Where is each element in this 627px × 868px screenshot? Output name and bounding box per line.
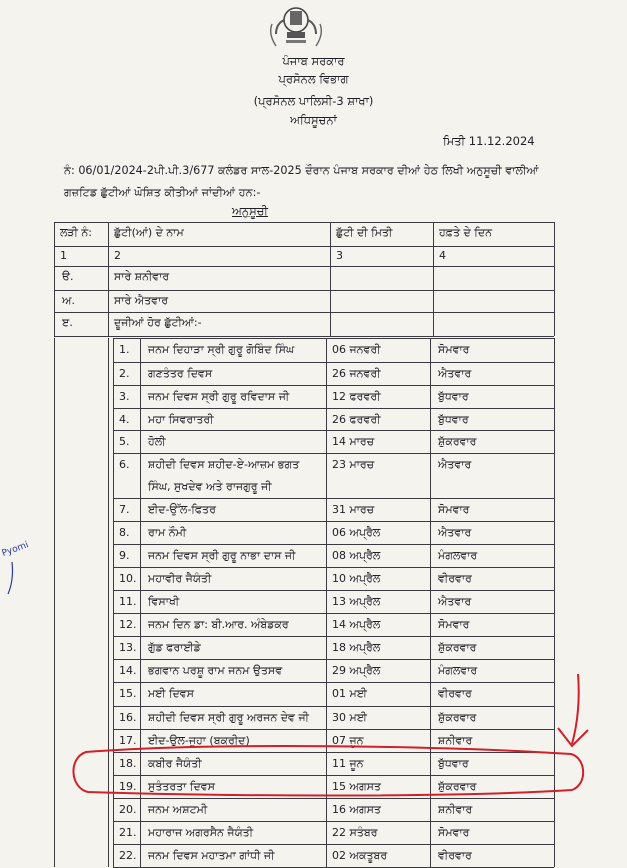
holiday-weekday: ਬੁੱਧਵਾਰ [438, 390, 469, 403]
holiday-serial: 10. [119, 572, 137, 585]
holiday-serial: 9. [119, 549, 130, 562]
holiday-name: ਈਦ-ਉੱਲ-ਫਿਤਰ [148, 503, 216, 516]
table-column-rule [330, 266, 331, 336]
holiday-name: ਰਾਮ ਨੌਮੀ [148, 526, 187, 539]
holiday-date: 14 ਅਪ੍ਰੈਲ [332, 618, 381, 631]
holiday-weekday: ਸੋਮਵਾਰ [438, 343, 470, 356]
holiday-weekday: ਮੰਗਲਵਾਰ [438, 549, 478, 562]
holiday-row-rule [113, 453, 554, 454]
holiday-date: 11 ਜੂਨ [332, 757, 364, 770]
holiday-name: ਮਈ ਦਿਵਸ [148, 687, 194, 700]
section-key: ਅ. [62, 294, 75, 307]
branch-name: (ਪ੍ਰਸੋਨਲ ਪਾਲਿਸੀ-3 ਸ਼ਾਖਾ) [253, 94, 374, 108]
red-arrow-icon [548, 670, 608, 750]
holiday-name: ਜਨਮ ਦਿਹਾੜਾ ਸ੍ਰੀ ਗੁਰੂ ਗੋਬਿੰਦ ਸਿੰਘ [148, 343, 295, 356]
handwritten-annotation [0, 520, 60, 600]
notification-date: ਮਿਤੀ 11.12.2024 [443, 134, 535, 148]
holiday-name: ਜਨਮ ਅਸ਼ਟਮੀ [148, 803, 208, 816]
holiday-weekday: ਬੁੱਧਵਾਰ [438, 413, 469, 426]
holiday-row-rule [113, 659, 554, 660]
holiday-weekday: ਸ਼ਨੀਵਾਰ [438, 803, 473, 816]
holiday-serial: 18. [119, 757, 137, 770]
section-label: ਦੂਜੀਆਂ ਹੋਰ ਛੁੱਟੀਆਂ:- [114, 316, 202, 329]
table-column-rule [54, 222, 55, 266]
table-number-cell: 2 [114, 249, 121, 262]
section-key: ੳ. [62, 270, 74, 283]
holiday-name: ਹੋਲੀ [148, 435, 166, 448]
holiday-date: 02 ਅਕਤੂਬਰ [332, 849, 388, 862]
holiday-weekday: ਐਤਵਾਰ [438, 595, 472, 608]
table-number-cell: 3 [336, 249, 343, 262]
table-top-rule [54, 222, 554, 223]
holiday-row-rule [113, 590, 554, 591]
holiday-serial: 7. [119, 503, 130, 516]
holiday-row-rule [113, 362, 554, 363]
holiday-name: ਜਨਮ ਦਿਨ ਡਾ: ਬੀ.ਆਰ. ਅੰਬੇਡਕਰ [148, 618, 289, 631]
holiday-weekday: ਐਤਵਾਰ [438, 458, 472, 471]
holiday-row-rule [113, 567, 554, 568]
holiday-name: ਜਨਮ ਦਿਵਸ ਸ੍ਰੀ ਗੁਰੂ ਰਵਿਦਾਸ ਜੀ [148, 390, 290, 403]
holiday-row-rule [113, 706, 554, 707]
holiday-row-rule [113, 521, 554, 522]
table-row-rule [54, 312, 554, 313]
holiday-serial: 2. [119, 367, 130, 380]
table-header-cell: ਛੁੱਟੀ(ਆਂ) ਦੇ ਨਾਮ [114, 226, 184, 239]
holiday-date: 10 ਅਪ੍ਰੈਲ [332, 572, 381, 585]
table-number-cell: 4 [439, 249, 446, 262]
holiday-serial: 6. [119, 458, 130, 471]
table-row-rule [54, 246, 554, 247]
holiday-name: ਜਨਮ ਦਿਵਸ ਸ੍ਰੀ ਗੁਰੂ ਨਾਭਾ ਦਾਸ ਜੀ [148, 549, 296, 562]
holiday-weekday: ਐਤਵਾਰ [438, 526, 472, 539]
holiday-weekday: ਸ਼ੁੱਕਰਵਾਰ [438, 780, 477, 793]
holiday-row-rule [113, 844, 554, 845]
section-label: ਸਾਰੇ ਐਤਵਾਰ [114, 294, 169, 307]
holiday-date: 13 ਅਪ੍ਰੈਲ [332, 595, 381, 608]
table-row-rule [54, 290, 554, 291]
table-column-rule [554, 266, 555, 336]
holiday-weekday: ਸੋਮਵਾਰ [438, 618, 470, 631]
holiday-weekday: ਐਤਵਾਰ [438, 367, 472, 380]
holiday-serial: 8. [119, 526, 130, 539]
table-column-rule [433, 266, 434, 336]
holiday-serial: 13. [119, 641, 137, 654]
department-name: ਪ੍ਰਸੋਨਲ ਵਿਭਾਗ [278, 72, 349, 86]
holiday-name: ਗਣਤੰਤਰ ਦਿਵਸ [148, 367, 213, 380]
holiday-date: 14 ਮਾਰਚ [332, 435, 375, 448]
holiday-name: ਭਗਵਾਨ ਪਰਸ਼ੂ ਰਾਮ ਜਨਮ ਉਤਸਵ [148, 664, 283, 677]
holiday-row-rule [113, 430, 554, 431]
holiday-date: 07 ਜੂਨ [332, 734, 364, 747]
holiday-serial: 17. [119, 734, 137, 747]
notification-title: ਅਧਿਸੂਚਨਾਂ [290, 113, 337, 127]
holiday-weekday: ਸ਼ੁੱਕਰਵਾਰ [438, 711, 477, 724]
holiday-date: 29 ਅਪ੍ਰੈਲ [332, 664, 381, 677]
holiday-serial: 22. [119, 849, 137, 862]
holiday-serial: 14. [119, 664, 137, 677]
holiday-date: 23 ਮਾਰਚ [332, 458, 375, 471]
holiday-serial: 15. [119, 687, 137, 700]
holiday-weekday: ਸੋਮਵਾਰ [438, 503, 470, 516]
holiday-date: 22 ਸਤੰਬਰ [332, 826, 378, 839]
holiday-serial: 4. [119, 413, 130, 426]
table-column-rule [108, 266, 109, 336]
table-number-cell: 1 [60, 249, 67, 262]
holiday-weekday: ਵੀਰਵਾਰ [438, 849, 472, 862]
table-header-cell: ਛੁੱਟੀ ਦੀ ਮਿਤੀ [336, 226, 393, 239]
holiday-serial: 11. [119, 595, 137, 608]
holiday-date: 12 ਫਰਵਰੀ [332, 390, 381, 403]
holiday-serial: 19. [119, 780, 137, 793]
holiday-row-rule [113, 729, 554, 730]
holiday-row-rule [113, 544, 554, 545]
holiday-name: ਸ਼ਹੀਦੀ ਦਿਵਸ ਸ੍ਰੀ ਗੁਰੂ ਅਰਜਨ ਦੇਵ ਜੀ [148, 711, 309, 724]
holiday-date: 16 ਅਗਸਤ [332, 803, 381, 816]
holiday-name: ਮਹਾ ਸਿਵਰਾਤਰੀ [148, 413, 214, 426]
holiday-serial: 16. [119, 711, 137, 724]
holiday-date: 06 ਜਨਵਰੀ [332, 343, 381, 356]
table-header-cell: ਲੜੀ ਨੰ: [60, 226, 93, 239]
holiday-name: ਜਨਮ ਦਿਵਸ ਮਹਾਤਮਾ ਗਾਂਧੀ ਜੀ [148, 849, 275, 862]
table-row-rule [54, 336, 554, 337]
holiday-name: ਮਹਾਰਾਜ ਅਗਰਸੈਨ ਜੈਯੰਤੀ [148, 826, 254, 839]
holiday-row-rule [113, 636, 554, 637]
holiday-row-rule [113, 498, 554, 499]
table-column-rule [54, 338, 55, 867]
reference-line-1: ਨੰ: 06/01/2024-2ਪੀ.ਪੀ.3/677 ਕਲੰਡਰ ਸਾਲ-2025 ਦੌਰਾਨ ਪੰਜਾਬ ਸਰਕਾਰ ਦੀਆਂ ਹੇਠ ਲਿਖੀ ਅਨੁਸੂਚੀ ਵਾਲੀਆਂ [64, 164, 539, 177]
section-key: ੲ. [62, 316, 73, 329]
holiday-date: 01 ਮਈ [332, 687, 367, 700]
highlight-circle [66, 746, 588, 796]
holiday-serial: 1. [119, 343, 130, 356]
table-column-rule [330, 222, 331, 266]
holiday-date: 26 ਜਨਵਰੀ [332, 367, 381, 380]
holiday-date: 18 ਅਪ੍ਰੈਲ [332, 641, 381, 654]
holiday-name: ਕਬੀਰ ਜੈਯੰਤੀ [148, 757, 202, 770]
holiday-weekday: ਵੀਰਵਾਰ [438, 572, 472, 585]
holiday-serial: 20. [119, 803, 137, 816]
holiday-serial: 5. [119, 435, 130, 448]
holiday-weekday: ਸ਼ੁੱਕਰਵਾਰ [438, 435, 477, 448]
holiday-date: 31 ਮਾਰਚ [332, 503, 375, 516]
schedule-title: ਅਨੁਸੂਚੀ [232, 204, 268, 218]
holiday-date: 15 ਅਗਸਤ [332, 780, 381, 793]
table-header-cell: ਹਫ਼ਤੇ ਦੇ ਦਿਨ [439, 226, 492, 239]
holiday-name-continued: ਸਿੰਘ, ਸੁਖਦੇਵ ਅਤੇ ਰਾਜਗੁਰੂ ਜੀ [148, 480, 272, 493]
holiday-name: ਵਿਸਾਖੀ [148, 595, 180, 608]
holiday-date: 26 ਫਰਵਰੀ [332, 413, 381, 426]
holiday-row-rule [113, 798, 554, 799]
holiday-name: ਮਹਾਵੀਰ ਜੈਯੰਤੀ [148, 572, 212, 585]
holiday-date: 08 ਅਪ੍ਰੈਲ [332, 549, 381, 562]
holiday-name: ਸ਼ਹੀਦੀ ਦਿਵਸ ਸ਼ਹੀਦ-ਏ-ਆਜ਼ਮ ਭਗਤ [148, 458, 300, 471]
holiday-weekday: ਸ਼ਨੀਵਾਰ [438, 734, 473, 747]
holiday-weekday: ਸ਼ੁੱਕਰਵਾਰ [438, 641, 477, 654]
holiday-weekday: ਸੋਮਵਾਰ [438, 826, 470, 839]
reference-line-2: ਗਜ਼ਟਿਡ ਛੁੱਟੀਆਂ ਘੋਸ਼ਿਤ ਕੀਤੀਆਂ ਜਾਂਦੀਆਂ ਹਨ:- [64, 186, 261, 199]
table-column-rule [554, 222, 555, 266]
holiday-name: ਈਦ-ਉਲ-ਜੂਹਾ (ਬਕਰੀਦ) [148, 734, 250, 747]
govt-name: ਪੰਜਾਬ ਸਰਕਾਰ [282, 54, 345, 68]
holiday-date: 06 ਅਪ੍ਰੈਲ [332, 526, 381, 539]
holiday-date: 30 ਮਈ [332, 711, 367, 724]
annotation-text: Pyomi [0, 540, 30, 559]
holiday-weekday: ਵੀਰਵਾਰ [438, 687, 472, 700]
holiday-row-rule [113, 385, 554, 386]
table-row-rule [54, 266, 554, 267]
holiday-row-rule [113, 613, 554, 614]
holiday-serial: 21. [119, 826, 137, 839]
table-column-rule [433, 222, 434, 266]
holiday-weekday: ਬੁੱਧਵਾਰ [438, 757, 469, 770]
holiday-row-rule [113, 821, 554, 822]
holiday-serial: 12. [119, 618, 137, 631]
holiday-serial: 3. [119, 390, 130, 403]
table-column-rule [108, 222, 109, 266]
holiday-weekday: ਮੰਗਲਵਾਰ [438, 664, 478, 677]
holiday-name: ਗੁੱਡ ਫਰਾਈਡੇ [148, 641, 201, 654]
table-column-rule [54, 266, 55, 336]
section-label: ਸਾਰੇ ਸ਼ਨੀਵਾਰ [114, 270, 170, 283]
holiday-row-rule [113, 408, 554, 409]
holiday-row-rule [113, 338, 554, 339]
holiday-row-rule [113, 682, 554, 683]
holiday-name: ਸੁਤੰਤਰਤਾ ਦਿਵਸ [148, 780, 215, 793]
